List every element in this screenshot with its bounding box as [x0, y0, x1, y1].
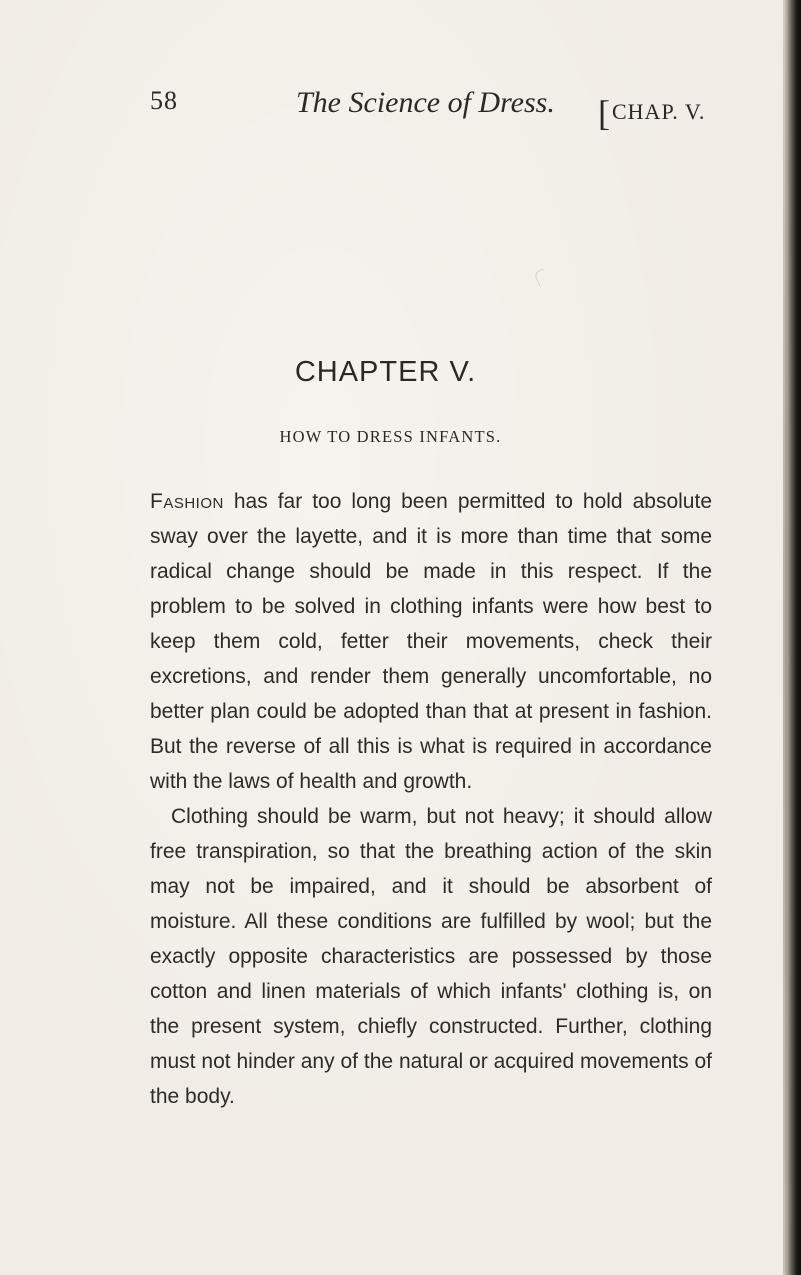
chapter-reference — [598, 86, 706, 133]
paragraph-1-text: has far too long been permitted to hold absolute sway over the layette, and it is more than time that some radical change should be made in this respect. If the problem to be solved in clothing infants were how best to keep them cold, fetter their movements, check their excretions, and render them generally uncomfortable, no better plan could be adopted than that at present in fashion. But the reverse of all this is what is required in accordance with the laws of health and growth. — [150, 490, 712, 793]
paragraph-1 — [150, 484, 712, 799]
page-edge-highlight — [783, 0, 787, 1275]
lead-word: Fashion — [150, 490, 224, 513]
running-header — [0, 86, 801, 133]
section-title: HOW TO DRESS INFANTS. — [279, 427, 502, 446]
running-title: The Science of Dress. — [296, 86, 555, 119]
chapter-bracket: [ — [598, 93, 611, 133]
paragraph-2: Clothing should be warm, but not heavy; it should allow free transpiration, so that the breathing action of the skin may not be impaired, and it should be absorbent of moisture. All these conditions are fulfilled by wool; but the exactly opposite characteristics are possessed by those cotton and linen materials of which infants' clothing is, on the present system, chiefly constructed. Further, clothing must not hinder any of the natural or acquired movements of the body. — [150, 805, 712, 1108]
chapter-title: CHAPTER V. — [294, 356, 477, 388]
body-text — [150, 484, 712, 1114]
paper-mark — [533, 268, 549, 286]
page-edge-shadow — [785, 0, 801, 1275]
page-number: 58 — [150, 86, 178, 115]
chapter-ref-label: CHAP. V. — [612, 99, 706, 124]
